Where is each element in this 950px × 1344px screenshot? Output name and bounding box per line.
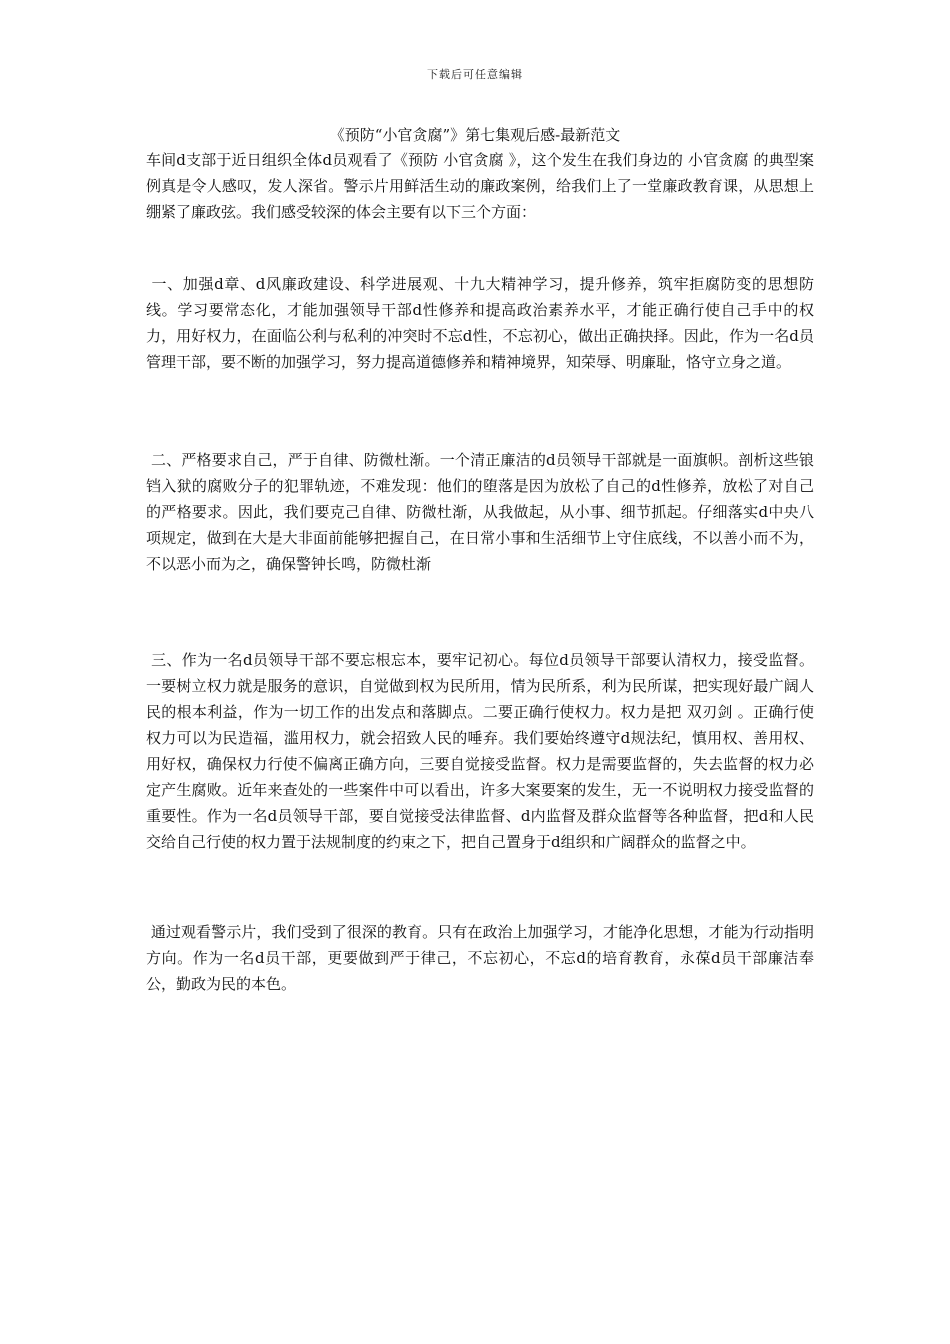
paragraph-point-one: 一、加强d章、d风廉政建设、科学进展观、十九大精神学习，提升修养，筑牢拒腐防变的思想防线。学习要常态化，才能加强领导干部d性修养和提高政治素养水平，才能正确行使自己手中的权力，用好权力，在面临公利与私利的冲突时不忘d性，不忘初心，做出正确抉择。因此，作为一名d员管理干部，要不断的加强学习，努力提高道德修养和精神境界，知荣辱、明廉耻，恪守立身之道。 <box>146 275 814 371</box>
paragraph-point-three: 三、作为一名d员领导干部不要忘根忘本，要牢记初心。每位d员领导干部要认清权力，接受监督。一要树立权力就是服务的意识，自觉做到权为民所用，情为民所系，利为民所谋，把实现好最广阔人民的根本利益，作为一切工作的出发点和落脚点。二要正确行使权力。权力是把 双刃剑 。正确行使权力可以为民造福，滥用权力，就会招致人民的唾弃。我们要始终遵守d规法纪，慎用权、善用权、用好权，确保权力行使不偏离正确方向，三要自觉接受监督。权力是需要监督的，失去监督的权力必定产生腐败。近年来查处的一些案件中可以看出，许多大案要案的发生，无一不说明权力接受监督的重要性。作为一名d员领导干部，要自觉接受法律监督、d内监督及群众监督等各种监督，把d和人民交给自己行使的权力置于法规制度的约束之下，把自己置身于d组织和广阔群众的监督之中。 <box>146 651 814 851</box>
document-title: 《预防“小官贪腐”》第七集观后感-最新范文 <box>329 126 621 144</box>
paragraph-intro: 车间d支部于近日组织全体d员观看了《预防 小官贪腐 》，这个发生在我们身边的 小官贪腐 的典型案例真是令人感叹，发人深省。警示片用鲜活生动的廉政案例，给我们上了一堂廉政教育课，从思想上绷紧了廉政弦。我们感受较深的体会主要有以下三个方面： <box>146 151 814 221</box>
paragraph-conclusion: 通过观看警示片，我们受到了很深的教育。只有在政治上加强学习，才能净化思想，才能为行动指明方向。作为一名d员干部，更要做到严于律己，不忘初心，不忘d的培育教育，永葆d员干部廉洁奉公，勤政为民的本色。 <box>146 923 814 993</box>
page-header: 下载后可任意编辑 <box>427 68 523 81</box>
paragraph-point-two: 二、严格要求自己，严于自律、防微杜渐。一个清正廉洁的d员领导干部就是一面旗帜。剖析这些锒铛入狱的腐败分子的犯罪轨迹，不难发现：他们的堕落是因为放松了自己的d性修养，放松了对自己的严格要求。因此，我们要克己自律、防微杜渐，从我做起，从小事、细节抓起。仔细落实d中央八项规定，做到在大是大非面前能够把握自己，在日常小事和生活细节上守住底线，不以善小而不为，不以恶小而为之，确保警钟长鸣，防微杜渐 <box>146 451 814 573</box>
